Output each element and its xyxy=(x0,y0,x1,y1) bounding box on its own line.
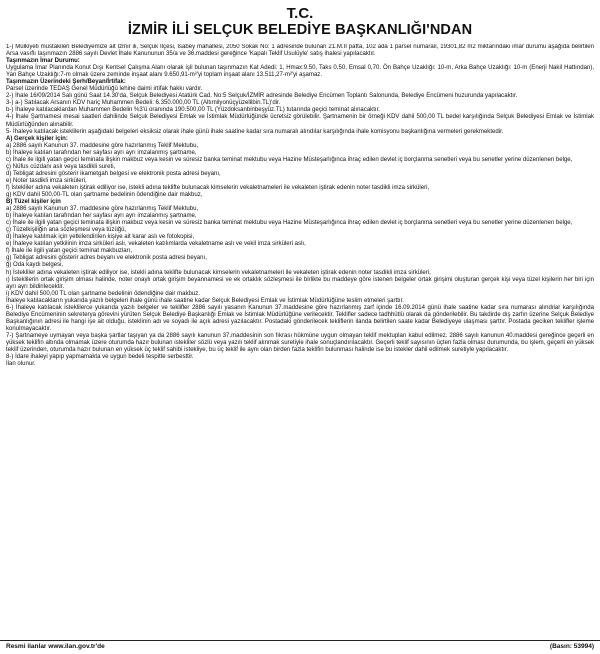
paragraph: f) İstekliler adına vekaleten iştirak ediliyor ise, istekli adına teklifte bulunacak kimselerin vekaletnameleri ile vekaleten iştirak edenin noter tasdikli imza sirküleri, xyxy=(6,184,430,191)
header-tc: T.C. xyxy=(286,5,314,22)
paragraph: ç) Nüfus cüzdanı aslı veya tasdikli sureti, xyxy=(6,163,116,170)
paragraph: b) İhaleye katılan tarafından her sayfası ayrı ayrı imzalanmış şartname, xyxy=(6,213,197,220)
paragraph: Uygulama İmar Planında Konut Dışı Kentsel Çalışma Alanı olarak işli bulunan taşınmazın Kat Adedi: 1, Hmax:9.50, Taks 0,50, Emsal 0,70. Ön Bahçe Uzaklığı: 10-m, Arka Bahçe Uzaklığı: 10-m (Enerji Nakil Hattından), Yan Bahçe Uzaklığı:7-m olmak üzere zeminde inşaat alanı 9.650,91-m²'yi toplam inşaat alanı 13.511,27-m²'yi aşamaz. xyxy=(6,65,594,79)
paragraph: 3-) a-) Satılacak Arsanın KDV hariç Muhammen Bedeli: 6.350.000,00 TL (Altımilyonüçyüzellibin.TL)'dir. xyxy=(6,100,281,107)
paragraph: d) İhaleye katılmak için yetkilendirilen kişiye ait karar aslı ve fotokopisi, xyxy=(6,234,195,241)
paragraph: d) Tebligat adresini gösterir ikametgah belgesi ve elektronik posta adresi beyanı, xyxy=(6,170,221,177)
paragraph: 6-) İhaleye katılacak isteklilerce yukarıda yazılı belgeler ve teklifler 2886 sayılı yasanın Kanunun 37.maddesine göre hazırlanmış zarf içinde 16.09.2014 günü ihale saatine kadar sıra numarası alındılar karşılığında Belediye Encümeninin sekreterya görevini yürüten Selçuk Belediye Başkanlığı Emlak ve İstimlak Müdürlüğüne verilecektir. Teklifler sadece tadhhütlü olarak da gönderilebilir. Bu takdirde dış zarfın üzerine Selçuk Belediye Başkanlığının adresi ile hangi işe ait olduğu, isteklinin adı ve soyadı ile açık adresi yazılacaktır. Postadaki gönderilecek tekliflerin ilanda belirtilen saate kadar Belediyeye ulaşması şarttır. Postada geciken teklifler işleme konulmayacaktır. xyxy=(6,304,594,332)
paragraph: ç) Tüzelkişiliğin ana sözleşmesi veya tüzüğü, xyxy=(6,227,127,234)
section-heading: Taşınmazın Üzerindeki Şerh/Beyan/İrtifak: xyxy=(6,79,126,86)
paragraph: 8-) İdare ihaleyi yapıp yapmamakta ve uygun bedeli tespitte serbesttir. xyxy=(6,354,194,361)
section-heading: B) Tüzel kişiler için xyxy=(6,199,61,206)
paragraph: 4-) İhale Şartnamesi mesai saatleri dahilinde Selçuk Belediyesi Emlak ve İstimlak Müdürlüğünde ücretsiz görülebilir. Şartnamenin bir örneği KDV dahil 500,00 TL bedel karşılığında Selçuk Belediyesi Emlak ve İstimlak Müdürlüğünden alınabilir. xyxy=(6,114,594,128)
footer-press-number: (Basın: 53994) xyxy=(549,643,594,650)
footer-website-note: Resmi ilanlar www.ilan.gov.tr'de xyxy=(6,643,105,650)
paragraph: c) İhale ile ilgili yatan geçici teminata ilişkin makbuz veya kesin ve süresiz banka teminat mektubu veya Hazine Müsteşarlığınca ihraç edilen devlet iç borçlanma senetleri veya bu senetler yerine düzenlenen belge, xyxy=(6,220,573,227)
paragraph: e) Noter tasdikli imza sirküleri, xyxy=(6,177,87,184)
paragraph: a) 2886 sayılı Kanunun 37. maddesine göre hazırlanmış Teklif Mektubu, xyxy=(6,142,199,149)
announcement-body xyxy=(6,44,594,636)
paragraph: c) İhale ile ilgili yatan geçici teminata ilişkin makbuz veya kesin ve süresiz banka teminat mektubu veya Hazine Müsteşarlığınca ihraç edilen devlet iç borçlanma senetleri veya bu senetler yerine düzenlenen belge, xyxy=(6,156,573,163)
announcement-footer xyxy=(0,640,600,654)
header-institution: İZMİR İLİ SELÇUK BELEDİYE BAŞKANLIĞI'NDAN xyxy=(127,22,473,38)
paragraph: 7-) Şartnameye uymayan veya başka şartlar taşıyan ya da 2886 sayılı kanunun 37.maddesinin son fıkrası hükmüne uygun olmayan teklif mektupları kabul edilmez. 2886 sayılı kanunun 40.maddesi gereğince geçerli en yüksek teklifin altında olmamak üzere oturumda hazır bulunan istekliler sözlü veya yazılı teklif alınmak suretiyle ihale sonuçlandırılacaktır. Geçerli teklif sayısının üçten fazla olması durumunda, bu işlem, geçerli en yüksek teklif üzerinden, oturumda hazır bulunan en yüksek üç teklif sahibi istekliye, bu üç teklif ile aynı olan birden fazla teklifin bulunması halinde ise bu istekler dahil edilmek suretiyle yapılacaktır. xyxy=(6,332,594,354)
paragraph: İhaleye katılacakların yukarıda yazılı belgeleri ihale günü ihale saatine kadar Selçuk Belediyesi Emlak ve İstimlak Müdürlüğüne teslim etmeleri şarttır. xyxy=(6,297,404,304)
paragraph: b-) İhaleye katılacaklardan Muhammen Bedelin %3'ü oranında 190.500,00 TL (Yüzdoksanbinbeşyüz.TL) tutarında geçici teminat alınacaktır. xyxy=(6,107,380,114)
paragraph: i) KDV dahil 500,00 TL olan şartname bedelinin ödendiğine dair makbuz. xyxy=(6,290,200,297)
paragraph: h) İstekliler adına vekaleten iştirak ediliyor ise, istekli adına teklifte bulunacak kimselerin vekaletnameleri ile vekaleten iştirak edenin noter tasdikli imza sirküleri, xyxy=(6,269,431,276)
section-heading: A) Gerçek kişiler için: xyxy=(6,135,68,142)
paragraph: a) 2886 sayılı Kanunun 37. maddesine göre hazırlanmış Teklif Mektubu, xyxy=(6,206,199,213)
paragraph: g) Tebligat adresini gösterir adres beyanı ve elektronik posta adresi beyanı, xyxy=(6,255,207,262)
paragraph: 5- İhaleye katılacak isteklilerin aşağıdaki belgeleri eksiksiz olarak ihale günü ihale saatine kadar sıra numaralı alındılar karşılığında ihale komisyonu başkanlığına vermeleri gerekmektedir. xyxy=(6,128,504,135)
paragraph: e) İhaleye katılan yetkilinin imza sirküleri aslı, vekaleten katılımlarda vekaletname aslı ve vekil imza sirküleri aslı, xyxy=(6,241,306,248)
paragraph: Parsel üzerinde TEDAŞ Genel Müdürlüğü lehine daimi irtifak hakkı vardır. xyxy=(6,86,203,93)
paragraph: 1-) Mülkiyeti müstakilen Belediyemize ait İzmir ili, Selçuk İlçesi, Isabey mahallesi, 2050 Sokak No: 1 adresinde bulunan 21.M.II pafta, 102 ada 1 parsel numaralı, 19301,82 m2 miktarındaki imar durumu aşağıda belirtilen Arsa vasıflı taşınmazın 2886 sayılı Devlet İhale Kanununun 35/a ve 36.maddesi gereğince 'Kapalı Teklif Usulüyle' satış ihalesi yapılacaktır. xyxy=(6,44,594,58)
paragraph: ı) İsteklilerin ortak girişim olması halinde, noter onaylı ortak girişim beyannamesi ve ek ortaklık sözleşmesi ile birlikte bu maddeye göre istenen belgeler ortak girişimi oluşturan gerçek kişi veya tüzel kişilerin her biri için ayrı ayrı bildirilecektir. xyxy=(6,276,594,290)
section-heading: Taşınmazın İmar Durumu: xyxy=(6,58,80,65)
paragraph: ğ) Oda kaydı belgesi, xyxy=(6,262,64,269)
paragraph: 2-) İhale 16/09/2014 Salı günü Saat 14.30'da, Selçuk Belediyesi Atatürk Cad. No:5 Selçuk/İZMİR adresinde Belediye Encümen Toplantı Salonunda, Belediye Encümeni huzurunda yapılacaktır. xyxy=(6,93,518,100)
announcement-header xyxy=(0,0,600,38)
paragraph: f) İhale ile ilgili yatan geçici teminat makbuzları, xyxy=(6,248,133,255)
paragraph: b) İhaleye katılan tarafından her sayfası ayrı ayrı imzalanmış şartname, xyxy=(6,149,197,156)
paragraph: g) KDV dahil 500,00-TL olan şartname bedelinin ödendiğine dair makbuz, xyxy=(6,191,203,198)
paragraph: İlan olunur. xyxy=(6,361,36,368)
